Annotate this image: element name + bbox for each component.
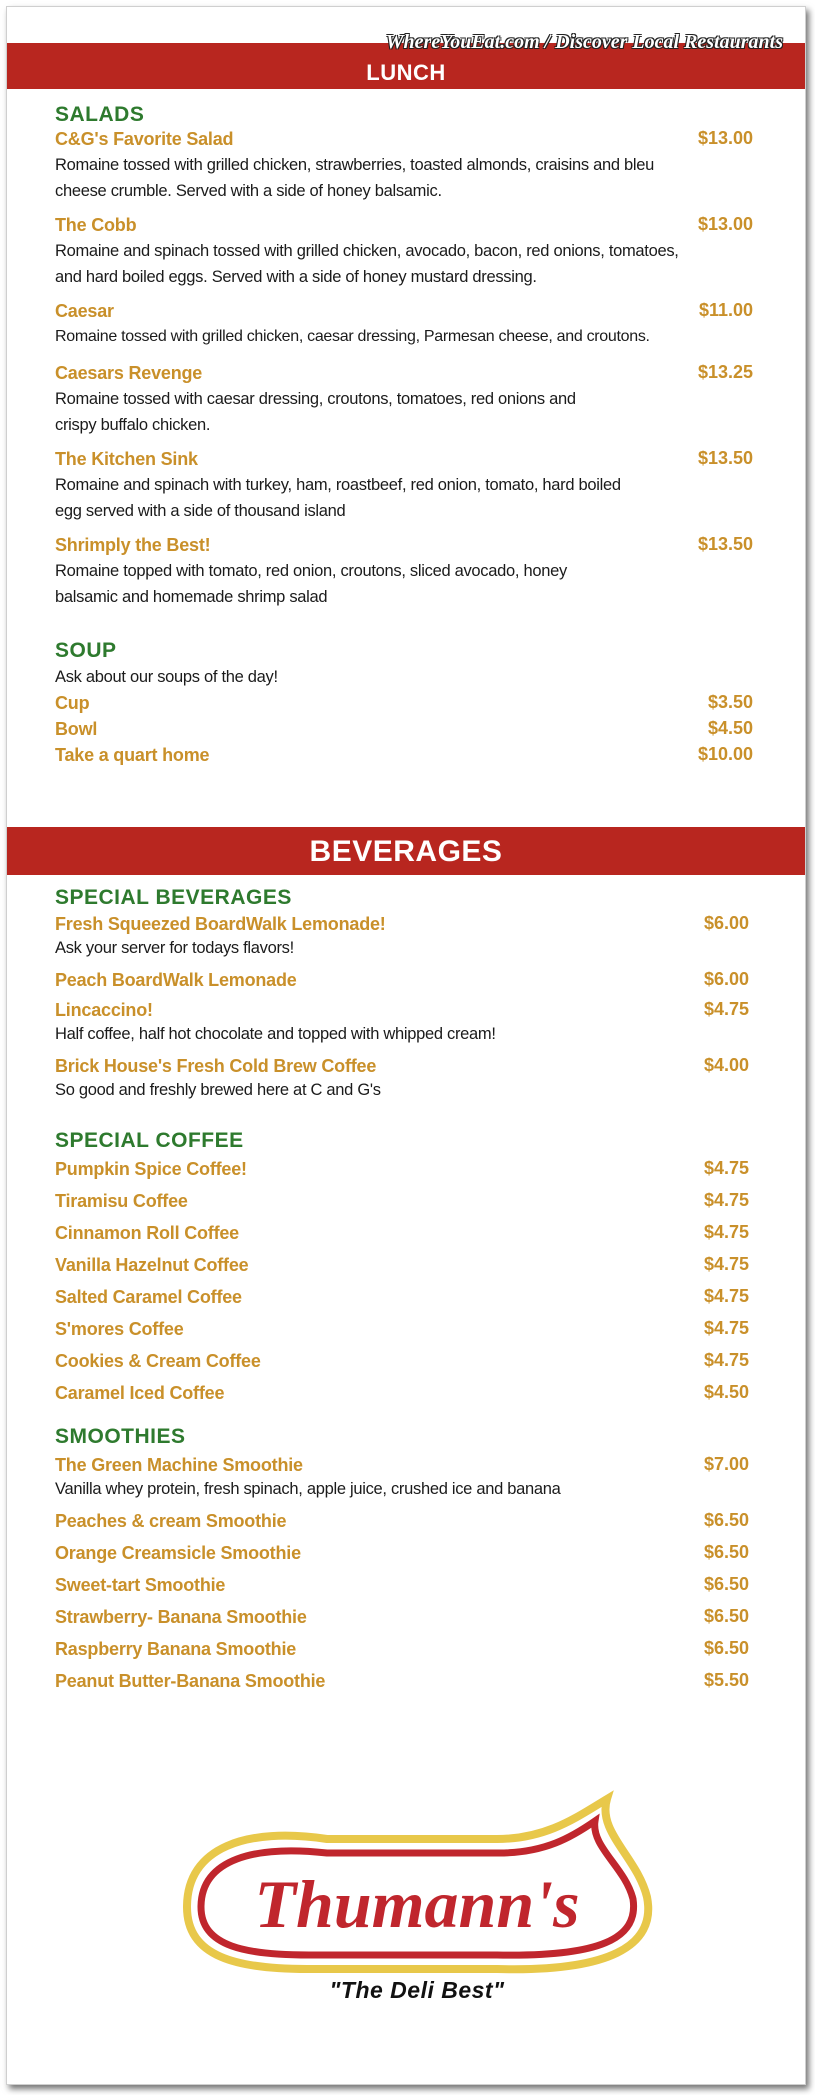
soup-note: Ask about our soups of the day! [55,668,278,686]
item-name: Raspberry Banana Smoothie [55,1639,297,1659]
item-price: $7.00 [703,1454,749,1474]
item-price: $13.25 [697,362,753,382]
item-name: Caramel Iced Coffee [55,1383,225,1403]
item-name: Bowl [55,719,98,739]
menu-item [55,361,753,447]
item-name: Caesar [55,301,114,321]
item-price: $4.75 [703,999,749,1019]
item-description: So good and freshly brewed here at C and G's [55,1081,381,1099]
menu-item [55,1637,749,1669]
item-name: The Green Machine Smoothie [55,1455,303,1475]
item-name: Lincaccino! [55,1000,153,1020]
item-name: Peanut Butter-Banana Smoothie [55,1671,326,1691]
item-price: $13.00 [697,214,753,234]
item-name: Salted Caramel Coffee [55,1287,242,1307]
salads-section [55,103,753,619]
item-name: The Cobb [55,215,137,235]
item-name: Fresh Squeezed BoardWalk Lemonade! [55,914,386,934]
lunch-banner: LUNCH [7,43,805,89]
item-name: Caesars Revenge [55,363,203,383]
logo-tagline: "The Deli Best" [329,1977,505,2003]
item-price: $4.75 [703,1158,749,1178]
menu-item [55,1349,749,1381]
menu-item [55,1189,749,1221]
menu-item [55,447,753,533]
item-price: $4.50 [703,1382,749,1402]
menu-item [55,1253,749,1285]
menu-item [55,1285,749,1317]
menu-item [55,1669,749,1701]
item-description: Romaine tossed with grilled chicken, caesar dressing, Parmesan cheese, and croutons. [55,328,650,345]
menu-item [55,1605,749,1637]
item-name: Peaches & cream Smoothie [55,1511,287,1531]
item-price: $6.50 [703,1606,749,1626]
thumanns-logo [167,1787,667,2027]
menu-item [55,743,753,769]
item-price: $6.50 [703,1638,749,1658]
menu-item [55,691,753,717]
menu-item [55,533,753,619]
item-name: Cinnamon Roll Coffee [55,1223,239,1243]
item-price: $6.00 [703,913,749,933]
menu-item [55,1054,749,1110]
smoothies-section [55,1425,749,1701]
item-name: Brick House's Fresh Cold Brew Coffee [55,1056,377,1076]
item-price: $13.50 [697,534,753,554]
item-price: $13.50 [697,448,753,468]
menu-item [55,1221,749,1253]
item-name: Tiramisu Coffee [55,1191,188,1211]
item-name: Sweet-tart Smoothie [55,1575,226,1595]
menu-item [55,127,753,213]
item-price: $3.50 [707,692,753,712]
menu-item [55,912,749,968]
section-title-special-beverages: SPECIAL BEVERAGES [55,886,292,909]
beverages-banner: BEVERAGES [7,827,805,875]
item-price: $4.00 [703,1055,749,1075]
item-name: Peach BoardWalk Lemonade [55,970,297,990]
section-title-smoothies: SMOOTHIES [55,1425,186,1448]
item-description: Romaine and spinach tossed with grilled chicken, avocado, bacon, red onions, tomatoes, and hard boiled eggs. Served with a side of honey mustard dressing. [55,242,679,286]
item-description: Ask your server for todays flavors! [55,939,294,957]
item-price: $4.50 [707,718,753,738]
menu-item [55,968,749,998]
item-description: Vanilla whey protein, fresh spinach, apple juice, crushed ice and banana [55,1480,561,1498]
item-description: Romaine and spinach with turkey, ham, roastbeef, red onion, tomato, hard boiled egg served with a side of thousand island [55,476,621,520]
section-title-soup: SOUP [55,639,117,662]
special-coffee-section [55,1129,749,1413]
menu-item [55,1509,749,1541]
menu-item [55,1573,749,1605]
menu-item [55,299,753,361]
menu-item [55,1453,749,1509]
item-name: Cookies & Cream Coffee [55,1351,261,1371]
item-name: The Kitchen Sink [55,449,198,469]
item-price: $6.50 [703,1510,749,1530]
menu-item [55,1157,749,1189]
menu-item [55,1317,749,1349]
item-name: Vanilla Hazelnut Coffee [55,1255,249,1275]
site-watermark: WhereYouEat.com / Discover Local Restaurants [385,31,783,53]
item-description: Romaine tossed with grilled chicken, strawberries, toasted almonds, craisins and bleu cheese crumble. Served with a side of honey balsamic. [55,156,655,200]
soup-section [55,639,753,769]
item-name: Cup [55,693,90,713]
item-name: Pumpkin Spice Coffee! [55,1159,247,1179]
menu-item [55,1381,749,1413]
section-title-salads: SALADS [55,103,145,126]
item-name: Shrimply the Best! [55,535,211,555]
item-price: $10.00 [697,744,753,764]
item-description: Half coffee, half hot chocolate and topped with whipped cream! [55,1025,496,1043]
item-price: $6.50 [703,1574,749,1594]
item-price: $4.75 [703,1350,749,1370]
item-description: Romaine tossed with caesar dressing, croutons, tomatoes, red onions and crispy buffalo chicken. [55,390,576,434]
item-name: Strawberry- Banana Smoothie [55,1607,307,1627]
item-name: Take a quart home [55,745,210,765]
menu-page [6,6,806,2085]
item-price: $5.50 [703,1670,749,1690]
item-price: $4.75 [703,1318,749,1338]
item-price: $11.00 [698,300,753,320]
item-price: $4.75 [703,1190,749,1210]
item-price: $4.75 [703,1222,749,1242]
item-price: $4.75 [703,1286,749,1306]
menu-item [55,998,749,1054]
item-name: Orange Creamsicle Smoothie [55,1543,301,1563]
logo-brand-text: Thumann's [254,1866,580,1942]
item-price: $13.00 [697,128,753,148]
item-name: C&G's Favorite Salad [55,129,234,149]
item-price: $6.50 [703,1542,749,1562]
special-beverages-section [55,886,749,1110]
menu-item [55,1541,749,1573]
item-name: S'mores Coffee [55,1319,184,1339]
item-description: Romaine topped with tomato, red onion, croutons, sliced avocado, honey balsamic and homemade shrimp salad [55,562,567,606]
menu-item [55,213,753,299]
item-price: $6.00 [703,969,749,989]
section-title-special-coffee: SPECIAL COFFEE [55,1129,244,1152]
menu-item [55,717,753,743]
item-price: $4.75 [703,1254,749,1274]
